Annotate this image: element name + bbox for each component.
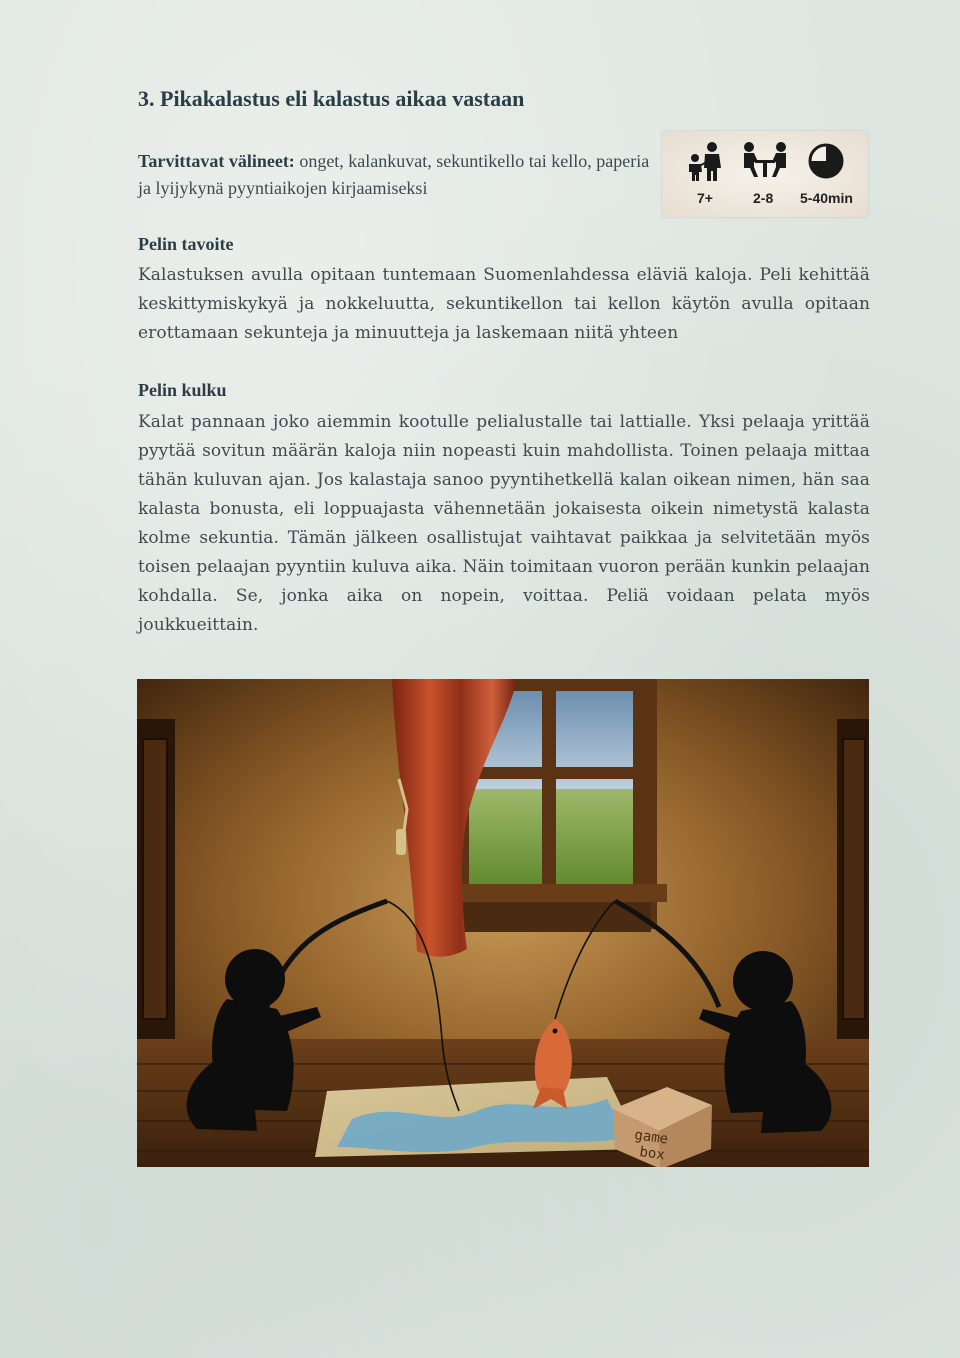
game-box-text-2: box (638, 1144, 666, 1164)
course-text: Kalat pannaan joko aiemmin kootulle pelialustalle tai lattialle. Yksi pelaaja yrittää pyytää sovitun määrän kaloja niin nopeasti kuin mahdollista. Toinen pelaaja mittaa tähän kuluvan ajan. Jos kalastaja sanoo pyyntihetkellä kalan oikean nimen, hän saa kalasta bonusta, eli loppuajasta vähennetään jokaisesta oikein nimetystä kalasta kolme sekuntia. Tämän jälkeen osallistujat vaihtavat paikkaa ja selvitetään myös toisen pelaajan pyyntiin kuluva aika. Näin toimitaan vuoron perään kunkin pelaajan kohdalla. Se, jonka aika on nopein, voittaa. Peliä voidaan pelata myös joukkueittain. (138, 412, 870, 635)
players-label: 2-8 (753, 190, 774, 206)
game-box-text-1: game (633, 1127, 670, 1148)
clock-pie-icon (806, 141, 846, 181)
child-adult-icon (684, 141, 726, 183)
game-info-badge (662, 131, 868, 217)
duration-label: 5-40min (800, 190, 853, 206)
goal-text: Kalastuksen avulla opitaan tuntemaan Suomenlahdessa eläviä kaloja. Peli kehittää keskittymiskykyä ja nokkeluutta, sekuntikellon tai kellon käytön avulla opitaan erottamaan sekunteja ja minuutteja ja laskemaan niitä yhteen (138, 265, 870, 343)
illustration-scene (137, 679, 869, 1167)
age-label: 7+ (697, 190, 713, 206)
fishing-illustration (137, 679, 869, 1167)
page-title: 3. Pikakalastus eli kalastus aikaa vastaan (138, 86, 525, 111)
players-table-icon (742, 141, 788, 183)
equipment-text: onget, kalankuvat, sekuntikello tai kello, paperia ja lyijykynä pyyntiaikojen kirjaamiseksi (138, 151, 650, 198)
equipment-label: Tarvittavat välineet: (138, 151, 295, 171)
equipment-block (138, 148, 658, 202)
goal-heading: Pelin tavoite (138, 234, 234, 254)
course-heading: Pelin kulku (138, 380, 227, 400)
